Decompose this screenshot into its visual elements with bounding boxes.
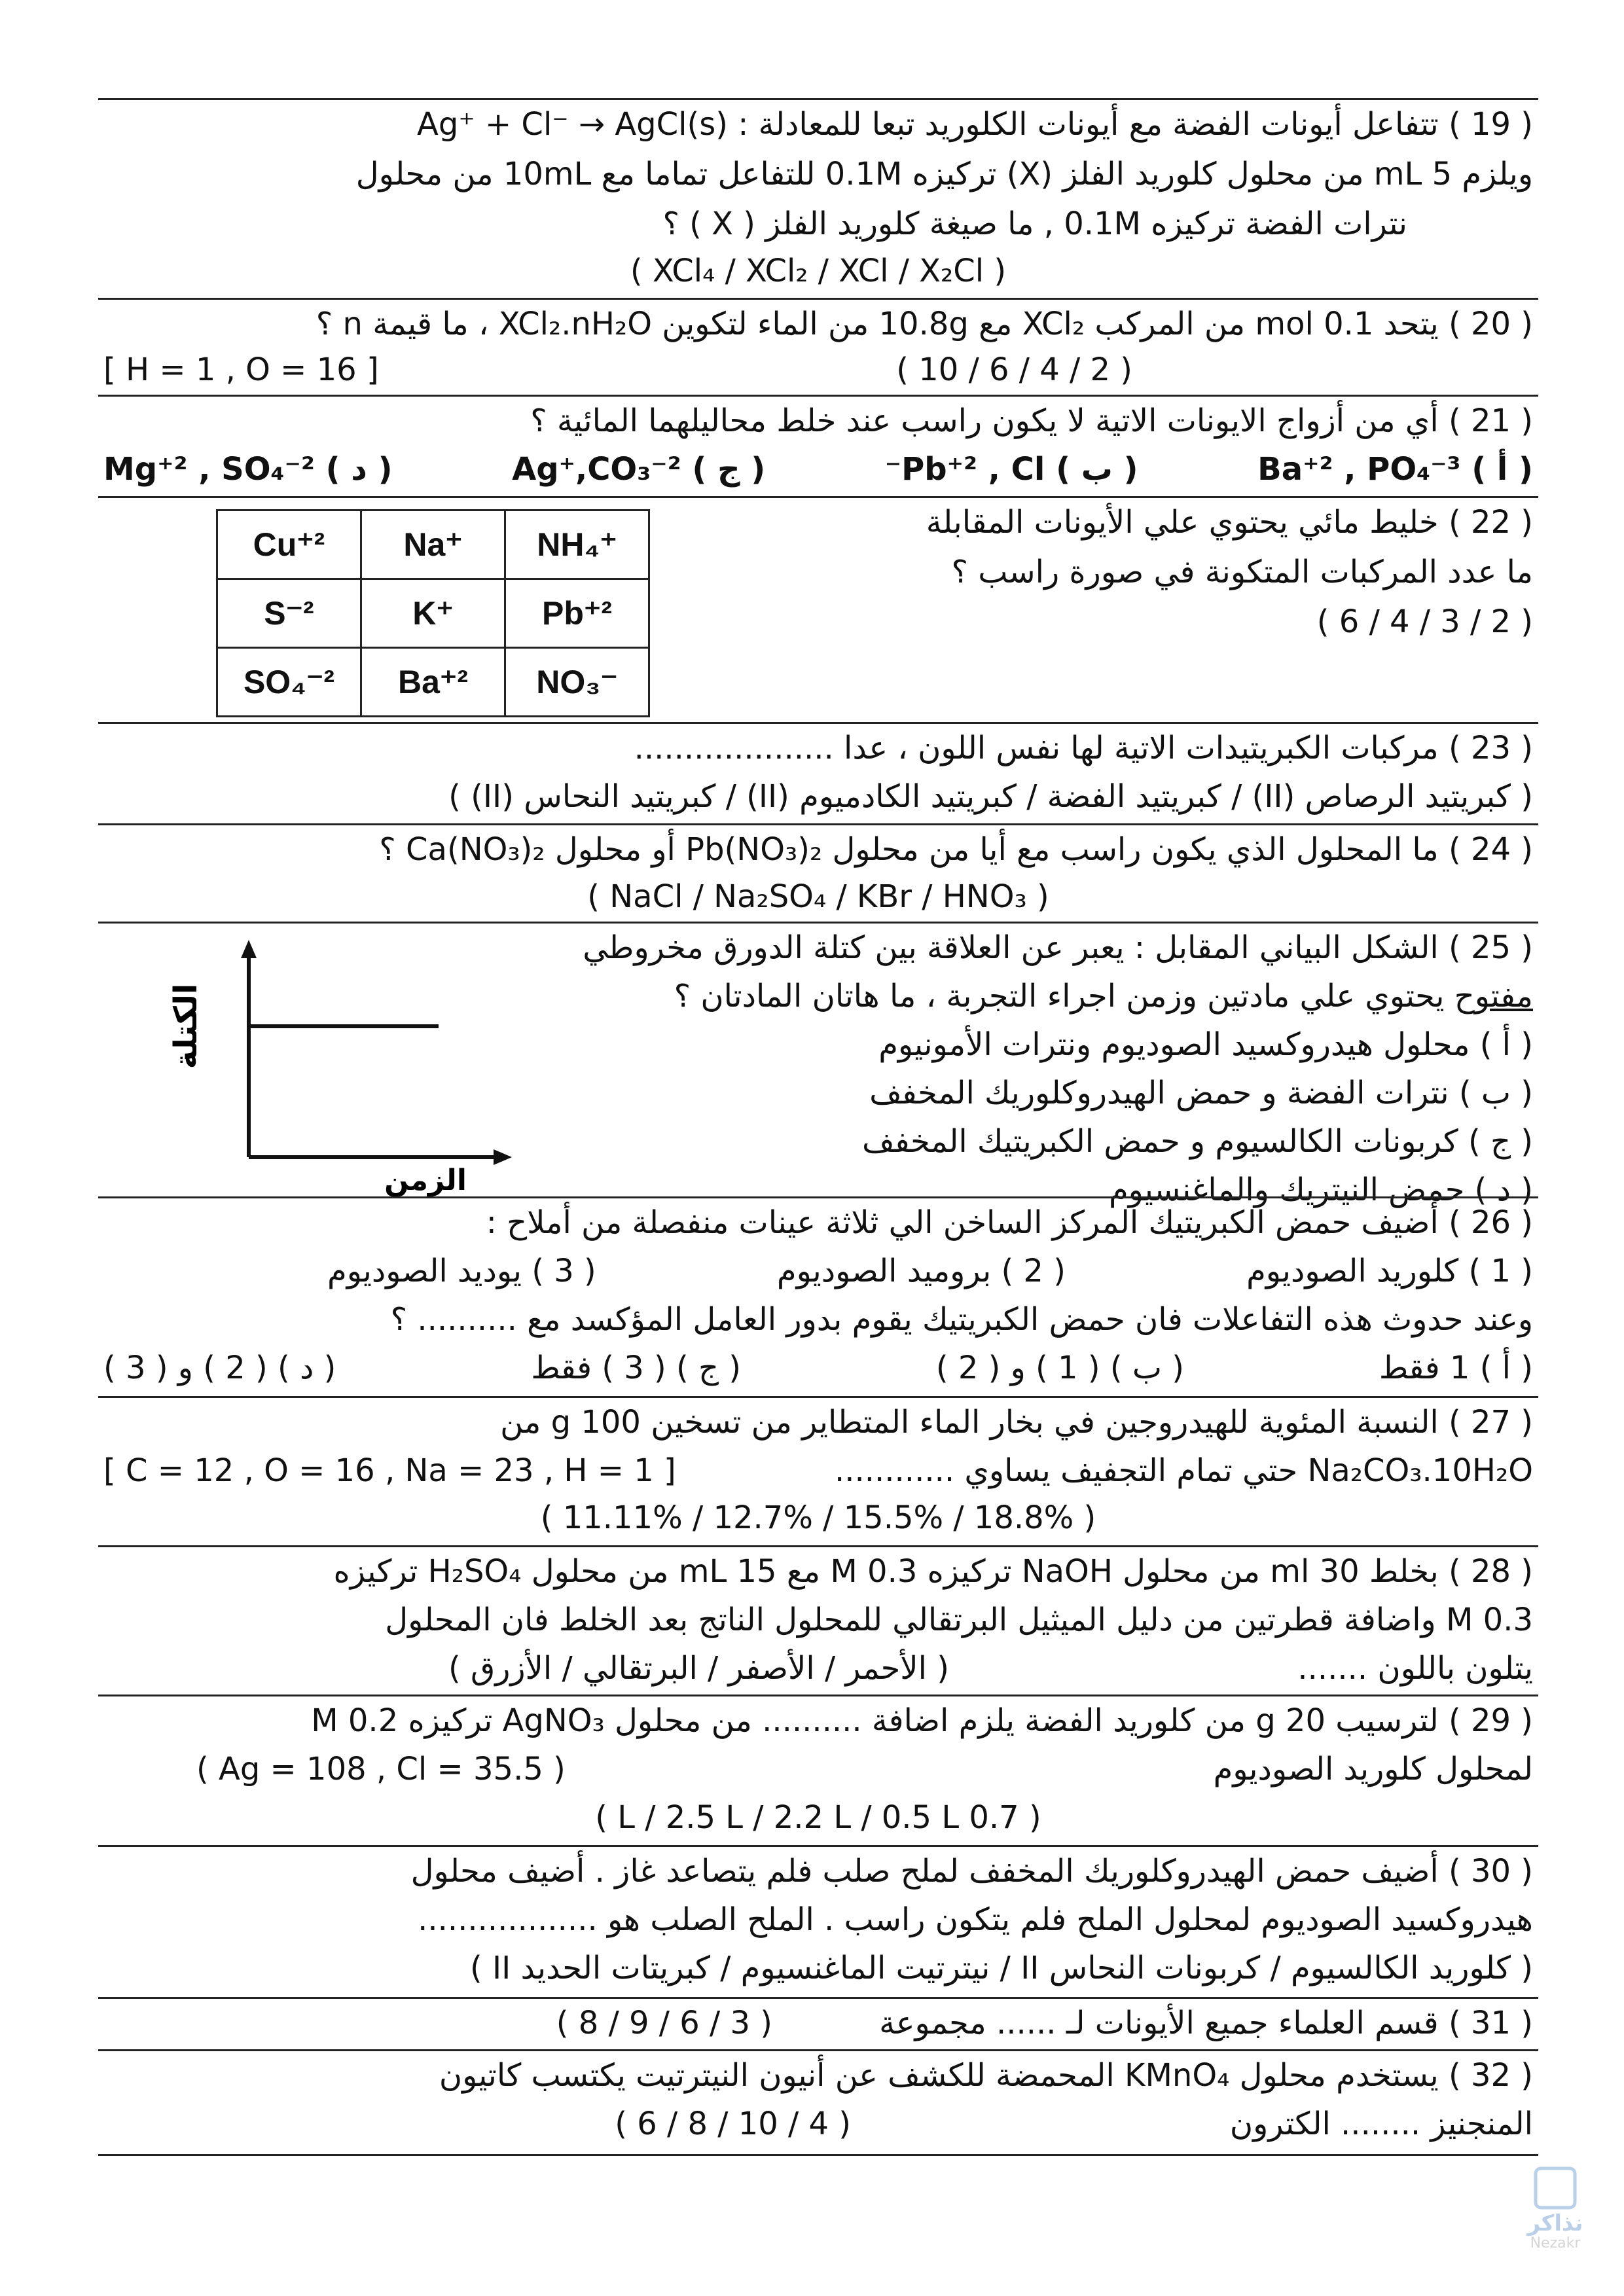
divider bbox=[98, 2154, 1538, 2156]
q25-line2-rest: يحتوي علي مادتين وزمن اجراء التجربة ، ما هاتان المادتان ؟ bbox=[674, 978, 1454, 1014]
q25-option-c: ( ج ) كربونات الكالسيوم و حمض الكبريتيك المخفف bbox=[862, 1123, 1533, 1160]
ion-cell: Ba⁺² bbox=[361, 648, 505, 717]
ion-cell: NO₃⁻ bbox=[505, 648, 649, 717]
q26-option-d: ( د ) ( 2 ) و ( 3 ) bbox=[103, 1350, 336, 1386]
question-29 bbox=[98, 1695, 1538, 1845]
q22-line1: ( 22 ) خليط مائي يحتوي علي الأيونات المقابلة bbox=[926, 504, 1533, 541]
q21-line1: ( 21 ) أي من أزواج الايونات الاتية لا يكون راسب عند خلط محاليلهما المائية ؟ bbox=[530, 403, 1533, 439]
q26-line1: ( 26 ) أضيف حمض الكبريتيك المركز الساخن الي ثلاثة عينات منفصلة من أملاح : bbox=[486, 1204, 1533, 1241]
ion-cell: SO₄⁻² bbox=[217, 648, 361, 717]
question-28 bbox=[98, 1545, 1538, 1695]
q26-sample-2: ( 2 ) بروميد الصوديوم bbox=[776, 1253, 1066, 1289]
question-20 bbox=[98, 298, 1538, 395]
table-row bbox=[217, 648, 649, 717]
question-31 bbox=[98, 1997, 1538, 2049]
q29-choices: ( 0.7 L / 2.5 L / 2.2 L / 0.5 L ) bbox=[595, 1799, 1041, 1836]
table-row bbox=[217, 511, 649, 579]
ions-table bbox=[216, 509, 650, 717]
q25-option-b: ( ب ) نترات الفضة و حمض الهيدروكلوريك المخفف bbox=[869, 1075, 1533, 1111]
q21-option-c: ( ج ) Ag⁺,CO₃⁻² bbox=[512, 451, 766, 488]
q30-line1: ( 30 ) أضيف حمض الهيدروكلوريك المخفف لملح صلب فلم يتصاعد غاز . أضيف محلول bbox=[410, 1853, 1533, 1890]
x-axis-label: الزمن bbox=[384, 1164, 467, 1196]
ion-cell: Pb⁺² bbox=[505, 579, 649, 648]
q19-line2: ويلزم 5 mL من محلول كلوريد الفلز (X) تركيزه 0.1M للتفاعل تماما مع 10mL من محلول bbox=[355, 156, 1533, 192]
q32-choices: ( 4 / 10 / 8 / 6 ) bbox=[615, 2106, 851, 2142]
watermark-arabic: نذاكر bbox=[1527, 2210, 1583, 2236]
q27-line1: ( 27 ) النسبة المئوية للهيدروجين في بخار الماء المتطاير من تسخين 100 g من bbox=[500, 1404, 1533, 1441]
q25-line1: ( 25 ) الشكل البياني المقابل : يعبر عن العلاقة بين كتلة الدورق مخروطي bbox=[583, 929, 1533, 966]
ion-cell: S⁻² bbox=[217, 579, 361, 648]
mass-time-graph bbox=[151, 935, 543, 1196]
q26-samples bbox=[327, 1247, 1533, 1295]
q28-choices: ( الأحمر / الأصفر / البرتقالي / الأزرق ) bbox=[448, 1650, 949, 1687]
q21-option-d: ( د ) Mg⁺² , SO₄⁻² bbox=[103, 451, 393, 488]
q30-choices: ( كلوريد الكالسيوم / كربونات النحاس II / نيترتيت الماغنسيوم / كبريتات الحديد II ) bbox=[469, 1950, 1533, 1986]
q28-line3: يتلون باللون ....... bbox=[1297, 1650, 1533, 1687]
q19-line1: ( 19 ) تتفاعل أيونات الفضة مع أيونات الكلوريد تبعا للمعادلة : Ag⁺ + Cl⁻ → AgCl(s) bbox=[417, 106, 1533, 143]
q26-sample-1: ( 1 ) كلوريد الصوديوم bbox=[1246, 1253, 1533, 1289]
question-24 bbox=[98, 823, 1538, 922]
q31-choices: ( 3 / 6 / 9 / 8 ) bbox=[556, 2005, 772, 2041]
q25-option-d: ( د ) حمض النيتريك والماغنسيوم bbox=[1109, 1172, 1533, 1208]
question-21 bbox=[98, 395, 1538, 496]
worksheet-page bbox=[98, 98, 1538, 2225]
q25-option-a: ( أ ) محلول هيدروكسيد الصوديوم ونترات الأمونيوم bbox=[878, 1026, 1533, 1063]
q23-choices: ( كبريتيد الرصاص (II) / كبريتيد الفضة / كبريتيد الكادميوم (II) / كبريتيد النحاس (II) ) bbox=[448, 778, 1533, 815]
y-axis-arrow bbox=[241, 940, 257, 958]
ion-cell: Na⁺ bbox=[361, 511, 505, 579]
q22-choices: ( 2 / 3 / 4 / 6 ) bbox=[1316, 603, 1533, 640]
q24-line1: ( 24 ) ما المحلول الذي يكون راسب مع أيا من محلول Pb(NO₃)₂ أو محلول Ca(NO₃)₂ ؟ bbox=[379, 831, 1533, 868]
question-32 bbox=[98, 2049, 1538, 2154]
question-26 bbox=[98, 1196, 1538, 1396]
q28-line2: 0.3 M واضافة قطرتين من دليل الميثيل البرتقالي للمحلول الناتج بعد الخلط فان المحلول bbox=[385, 1602, 1533, 1638]
q30-line2: هيدروكسيد الصوديوم لمحلول الملح فلم يتكون راسب . الملح الصلب هو .................. bbox=[418, 1901, 1533, 1938]
q26-options bbox=[103, 1344, 1533, 1391]
q21-option-b: ( ب ) Pb⁺² , Cl⁻ bbox=[884, 451, 1138, 488]
table-row bbox=[217, 579, 649, 648]
q29-line2: لمحلول كلوريد الصوديوم bbox=[1213, 1751, 1533, 1787]
q25-underlined-word: مفتوح bbox=[1454, 978, 1533, 1014]
q21-options bbox=[103, 446, 1533, 493]
q20-line1: ( 20 ) يتحد 0.1 mol من المركب XCl₂ مع 10.8g من الماء لتكوين XCl₂.nH₂O ، ما قيمة n ؟ bbox=[316, 306, 1533, 342]
question-25 bbox=[98, 922, 1538, 1208]
q27-atomic-masses: [ C = 12 , O = 16 , Na = 23 , H = 1 ] bbox=[103, 1452, 676, 1489]
q21-option-a: ( أ ) Ba⁺² , PO₄⁻³ bbox=[1257, 451, 1533, 488]
q26-sample-3: ( 3 ) يوديد الصوديوم bbox=[327, 1253, 596, 1289]
watermark-latin: Nezakr bbox=[1530, 2235, 1581, 2250]
question-19 bbox=[98, 98, 1538, 298]
q29-atomic-masses: ( Ag = 108 , Cl = 35.5 ) bbox=[196, 1751, 566, 1787]
q27-line2: Na₂CO₃.10H₂O حتي تمام التجفيف يساوي ............ bbox=[835, 1452, 1533, 1489]
nezakr-watermark-logo bbox=[1500, 2165, 1611, 2250]
book-icon bbox=[1536, 2168, 1575, 2208]
q25-line2 bbox=[556, 973, 1533, 1020]
q22-line2: ما عدد المركبات المتكونة في صورة راسب ؟ bbox=[951, 554, 1533, 590]
x-axis-arrow bbox=[494, 1149, 512, 1165]
question-22 bbox=[98, 496, 1538, 722]
q31-line1: ( 31 ) قسم العلماء جميع الأيونات لـ ...... مجموعة bbox=[879, 2005, 1533, 2041]
q26-option-c: ( ج ) ( 3 ) فقط bbox=[531, 1350, 741, 1386]
q27-choices: ( 18.8% / 15.5% / 12.7% / 11.11% ) bbox=[540, 1499, 1096, 1536]
q32-line1: ( 32 ) يستخدم محلول KMnO₄ المحمضة للكشف عن أنيون النيترتيت يكتسب كاتيون bbox=[439, 2057, 1533, 2094]
question-23 bbox=[98, 722, 1538, 823]
q32-line2: المنجنيز ........ الكترون bbox=[1229, 2106, 1533, 2142]
q19-line3: نترات الفضة تركيزه 0.1M , ما صيغة كلوريد الفلز ( X ) ؟ bbox=[662, 206, 1407, 242]
q20-choices: ( 2 / 4 / 6 / 10 ) bbox=[896, 351, 1132, 388]
ion-cell: K⁺ bbox=[361, 579, 505, 648]
q24-choices: ( NaCl / Na₂SO₄ / KBr / HNO₃ ) bbox=[587, 878, 1049, 915]
q20-atomic-masses: [ H = 1 , O = 16 ] bbox=[103, 351, 379, 388]
question-30 bbox=[98, 1845, 1538, 1997]
q26-option-a: ( أ ) 1 فقط bbox=[1379, 1350, 1533, 1386]
q28-line1: ( 28 ) بخلط 30 ml من محلول NaOH تركيزه 0.3 M مع 15 mL من محلول H₂SO₄ تركيزه bbox=[333, 1553, 1533, 1590]
q23-line1: ( 23 ) مركبات الكبريتيدات الاتية لها نفس اللون ، عدا .................... bbox=[634, 730, 1533, 766]
q29-line1: ( 29 ) لترسيب 20 g من كلوريد الفضة يلزم اضافة .......... من محلول AgNO₃ تركيزه 0.2 M bbox=[311, 1702, 1533, 1739]
y-axis-label: الكتلة bbox=[168, 983, 204, 1069]
q26-option-b: ( ب ) ( 1 ) و ( 2 ) bbox=[935, 1350, 1184, 1386]
ion-cell: NH₄⁺ bbox=[505, 511, 649, 579]
ion-cell: Cu⁺² bbox=[217, 511, 361, 579]
q19-choices: ( XCl₄ / XCl₂ / XCl / X₂Cl ) bbox=[630, 253, 1007, 289]
question-27 bbox=[98, 1396, 1538, 1545]
q26-line3: وعند حدوث هذه التفاعلات فان حمض الكبريتيك يقوم بدور العامل المؤكسد مع .......... ؟ bbox=[390, 1301, 1533, 1338]
